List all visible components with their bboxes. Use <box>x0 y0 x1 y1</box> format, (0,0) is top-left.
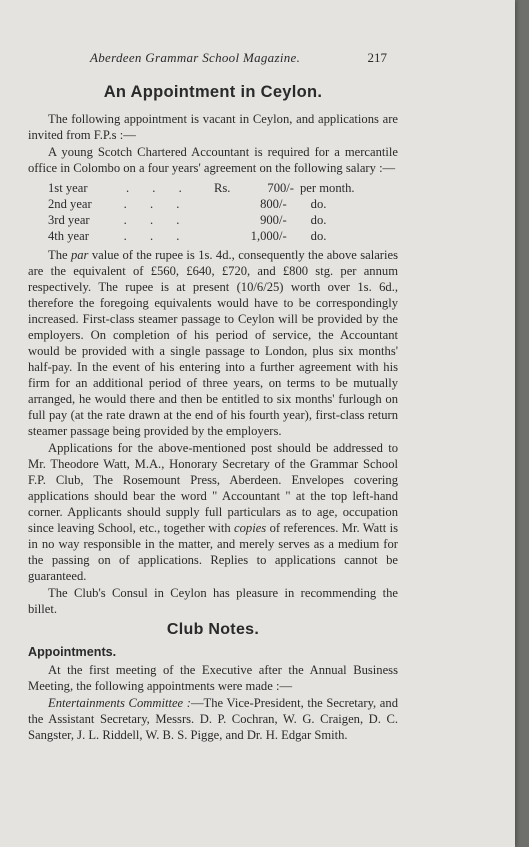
salary-dots: . . . <box>123 197 190 211</box>
salary-year: 4th year <box>48 229 89 243</box>
salary-currency: Rs. <box>214 181 231 195</box>
salary-amount: 1,000/- <box>250 229 287 243</box>
salary-year: 2nd year <box>48 197 92 211</box>
par-word: par <box>70 248 89 262</box>
salary-row <box>48 228 398 244</box>
committee-paragraph <box>28 695 398 743</box>
applications-paragraph <box>28 440 398 584</box>
salary-row <box>48 180 398 196</box>
committee-label: Entertainments Committee : <box>48 696 191 710</box>
article-intro: The following appointment is vacant in Ceylon, and applications are invited from F.P.s :— <box>28 112 398 142</box>
applications-word: copies <box>234 521 267 535</box>
salary-period: do. <box>310 229 327 243</box>
salary-currency <box>209 196 236 212</box>
applications-lead: Applications for the above-mentioned post should be addressed to Mr. Theodore Watt, M.A., Honorary Secretary of the Grammar School F.P. Club, The Rosemount Press, Aberdeen. Envelopes covering applications should bear the word " Accountant " at the top left-hand corner. Applicants should supply full particulars as to age, occupation since leaving School, etc., together with <box>28 441 398 535</box>
salary-table <box>48 180 398 244</box>
salary-dots: . . . <box>126 181 192 195</box>
par-paragraph <box>28 247 398 439</box>
salary-dots: . . . <box>123 213 190 227</box>
applications-rest: of references. Mr. Watt is in no way responsible in the matter, and merely serves as a medium for the passing on of applications. Replies to applications cannot be guaranteed. <box>28 521 399 583</box>
salary-row <box>48 212 398 228</box>
salary-dots: . . . <box>123 229 190 243</box>
appointments-subheading: Appointments. <box>28 645 117 659</box>
page-number: 217 <box>367 50 387 65</box>
par-rest: value of the rupee is 1s. 4d., consequently the above salaries are the equivalent of £560, £640, £720, and £800 stg. per annum respectively. The rupee is at present (10/6/25) worth over 1s. 6d., therefore the foregoing equivalents would have to be correspondingly increased. First-class steamer passage to Ceylon will be provided by the employers. On completion of his period of service, the Accountant would be provided with a single passage to London, plus six months' half-pay. In the event of his entering into a further agreement with his firm for an additional period of three years, on terms to be mutually arranged, he would there and then be entitled to six months' furlough on full pay (at the rate drawn at the end of his fourth year), first-class return steamer passage being provided by the employers. <box>28 248 398 438</box>
page-content <box>28 84 398 743</box>
salary-amount: 900/- <box>260 213 287 227</box>
consul-paragraph: The Club's Consul in Ceylon has pleasure in recommending the billet. <box>28 586 398 616</box>
salary-currency <box>209 212 236 228</box>
running-title: Aberdeen Grammar School Magazine. <box>90 50 301 65</box>
salary-period: do. <box>310 213 327 227</box>
salary-period: do. <box>310 197 327 211</box>
club-notes-intro: At the first meeting of the Executive after the Annual Business Meeting, the following appointments were made :— <box>28 663 398 693</box>
running-header <box>90 50 387 66</box>
salary-amount: 800/- <box>260 197 287 211</box>
salary-period: per month. <box>300 181 355 195</box>
article-title: An Appointment in Ceylon. <box>103 83 323 101</box>
salary-currency <box>209 228 236 244</box>
article-requirement: A young Scotch Chartered Accountant is required for a mercantile office in Colombo on a four years' agreement on the following salary :— <box>28 145 398 175</box>
salary-year: 3rd year <box>48 213 90 227</box>
committee-text: —The Vice-President, the Secretary, and the Assistant Secretary, Messrs. D. P. Cochran, W. G. Craigen, D. C. Sangster, J. L. Riddell, W. B. S. Pigge, and Dr. H. Edgar Smith. <box>28 696 398 742</box>
salary-row <box>48 196 398 212</box>
salary-amount: 700/- <box>267 181 294 195</box>
par-lead: The <box>48 248 71 262</box>
club-notes-title: Club Notes. <box>166 621 260 638</box>
salary-year: 1st year <box>48 181 88 195</box>
